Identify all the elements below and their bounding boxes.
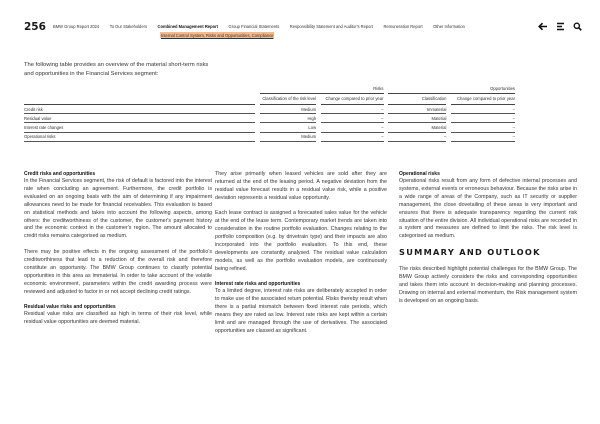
nav-bmw-group-report[interactable]: BMW Group Report 2024	[53, 24, 100, 29]
cell: Material	[388, 123, 446, 132]
nav-combined-management-report[interactable]: Combined Management Report	[157, 24, 219, 29]
column-1	[24, 171, 212, 335]
nav-responsibility-statement[interactable]: Responsibility Statement and Auditor's Report	[289, 24, 373, 29]
table-row	[24, 132, 515, 141]
column-2	[215, 171, 387, 344]
row-label: Residual value	[24, 114, 255, 123]
column-3	[399, 171, 577, 313]
credit-risks-heading: Credit risks and opportunities	[24, 171, 96, 177]
cell: –	[451, 114, 515, 123]
residual-value-heading: Residual value risks and opportunities	[24, 304, 116, 311]
operational-risks-paragraph: Operational risks result from any form of defective internal processes and systems, external events or erroneous behaviour. Because the risks arise in a wide range of areas of the Company, such as IT security or supplier management, the close dovetailing of these areas is very important and ensures that there is adequate transparency regarding the current risk situation of the entire division. All individual operational risks are recorded in a system and measures are defined to limit the risks. The risk level is categorised as medium.	[399, 178, 577, 240]
intro-text: The following table provides an overview of the material short-term risks and opportunities in the Financial Services segment:	[24, 62, 209, 77]
search-icon[interactable]	[572, 21, 582, 31]
cell: –	[321, 114, 384, 123]
cell: Medium	[260, 132, 316, 141]
residual-value-paragraph-3: Each lease contract is assigned a forecasted sales value for the vehicle at the end of the lease term. Contemporary market trends are taken into consideration in the routine portfolio evaluation. Changes relating to the portfolio composition (e.g. by drivetrain type) and their impacts are also incorporated into the portfolio evaluation. To this end, these developments are constantly analysed. The residual value calculation models, as well as the portfolio evaluation models, are continuously being refined.	[215, 210, 387, 272]
cell: –	[388, 132, 446, 141]
credit-risks-paragraph-1: In the Financial Services segment, the risk of default is factored into the interest rate when concluding an agreement. Furthermore, the credit portfolio is evaluated on an ongoing basis with the aim of determining if any impairment allowances need to be made for financial receivables. This evaluation is based on statistical methods and takes into account the following aspects, among others: the creditworthiness of the customer, the customer's payment history and the economic context in the customer's region. The amount allocated to credit risks remains categorised as medium.	[24, 178, 212, 240]
cell: Medium	[260, 105, 316, 114]
summary-outlook-paragraph: The risks described highlight potential challenges for the BMW Group. The BMW Group actively considers the risks and corresponding opportunities and takes them into account in decision-making and planning processes. Drawing on internal and external momentum, the Risk management system is developed on an ongoing basis.	[399, 266, 577, 304]
page-number: 256	[24, 21, 46, 33]
nav-remuneration-report[interactable]: Remuneration Report	[383, 24, 423, 29]
row-label: Credit risk	[24, 105, 255, 114]
cell: Immaterial	[388, 105, 446, 114]
cell: –	[321, 132, 384, 141]
interest-rate-paragraph: To a limited degree, interest rate risks are deliberately accepted in order to make use of the associated return potential. Risks thereby result when there is a partial mismatch between fixed interest rate periods, which means they are rated as low. Interest rate risks are kept within a certain limit and are managed through the use of derivatives. The associated opportunities are classed as significant.	[215, 288, 387, 334]
cell: –	[321, 123, 384, 132]
risks-group-header: Risks	[260, 86, 384, 94]
risk-table	[24, 86, 515, 142]
col-risk-classification: Classification of the risk level	[260, 94, 316, 105]
top-navigation	[53, 24, 475, 29]
subnav-internal-control[interactable]: Internal Control System, Risks and Opportunities, Compliance	[161, 32, 274, 38]
summary-outlook-heading: SUMMARY AND OUTLOOK	[399, 247, 541, 258]
nav-other-information[interactable]: Other Information	[433, 24, 465, 29]
col-risk-change: Change compared to prior year	[321, 94, 384, 105]
cell: –	[451, 105, 515, 114]
cell: High	[260, 114, 316, 123]
credit-risks-paragraph-2: There may be positive effects in the ongoing assessment of the portfolio's creditworthiness that lead to a reduction of the overall risk and therefore constitute an opportunity. The BMW Group continues to classify potential opportunities in this area as immaterial. In order to take account of the volatile economic environment, parameters within the credit awarding process were reviewed and adjusted to factor in or not accept declining credit ratings.	[24, 249, 212, 295]
residual-value-paragraph-2: They arise primarily when leased vehicles are sold after they are returned at the end of the leasing period. A negative deviation from the residual value forecast results in a residual value risk, while a positive deviation represents a residual value opportunity.	[215, 171, 387, 201]
table-row	[24, 105, 515, 114]
cell: –	[451, 123, 515, 132]
row-label: Operational risks	[24, 132, 255, 141]
row-label: Interest rate changes	[24, 123, 255, 132]
cell: –	[451, 132, 515, 141]
interest-rate-heading: Interest rate risks and opportunities	[215, 281, 301, 288]
menu-icon[interactable]	[555, 21, 565, 31]
opportunities-group-header: Opportunities	[388, 86, 515, 94]
back-arrow-icon[interactable]	[538, 21, 548, 31]
cell: Material	[388, 114, 446, 123]
operational-risks-heading: Operational risks	[399, 171, 440, 177]
header-icons	[538, 21, 582, 31]
col-opp-change: Change compared to prior year	[451, 94, 515, 105]
table-row	[24, 114, 515, 123]
page-header	[0, 0, 600, 48]
residual-value-paragraph: Residual value risks are classified as high in terms of their risk level, while residual value opportunities are deemed material.	[24, 311, 212, 326]
nav-to-our-stakeholders[interactable]: To Our Stakeholders	[109, 24, 148, 29]
nav-group-financial-statements[interactable]: Group Financial Statements	[228, 24, 280, 29]
cell: –	[321, 105, 384, 114]
cell: Low	[260, 123, 316, 132]
table-row	[24, 123, 515, 132]
col-opp-classification: Classification	[388, 94, 446, 105]
